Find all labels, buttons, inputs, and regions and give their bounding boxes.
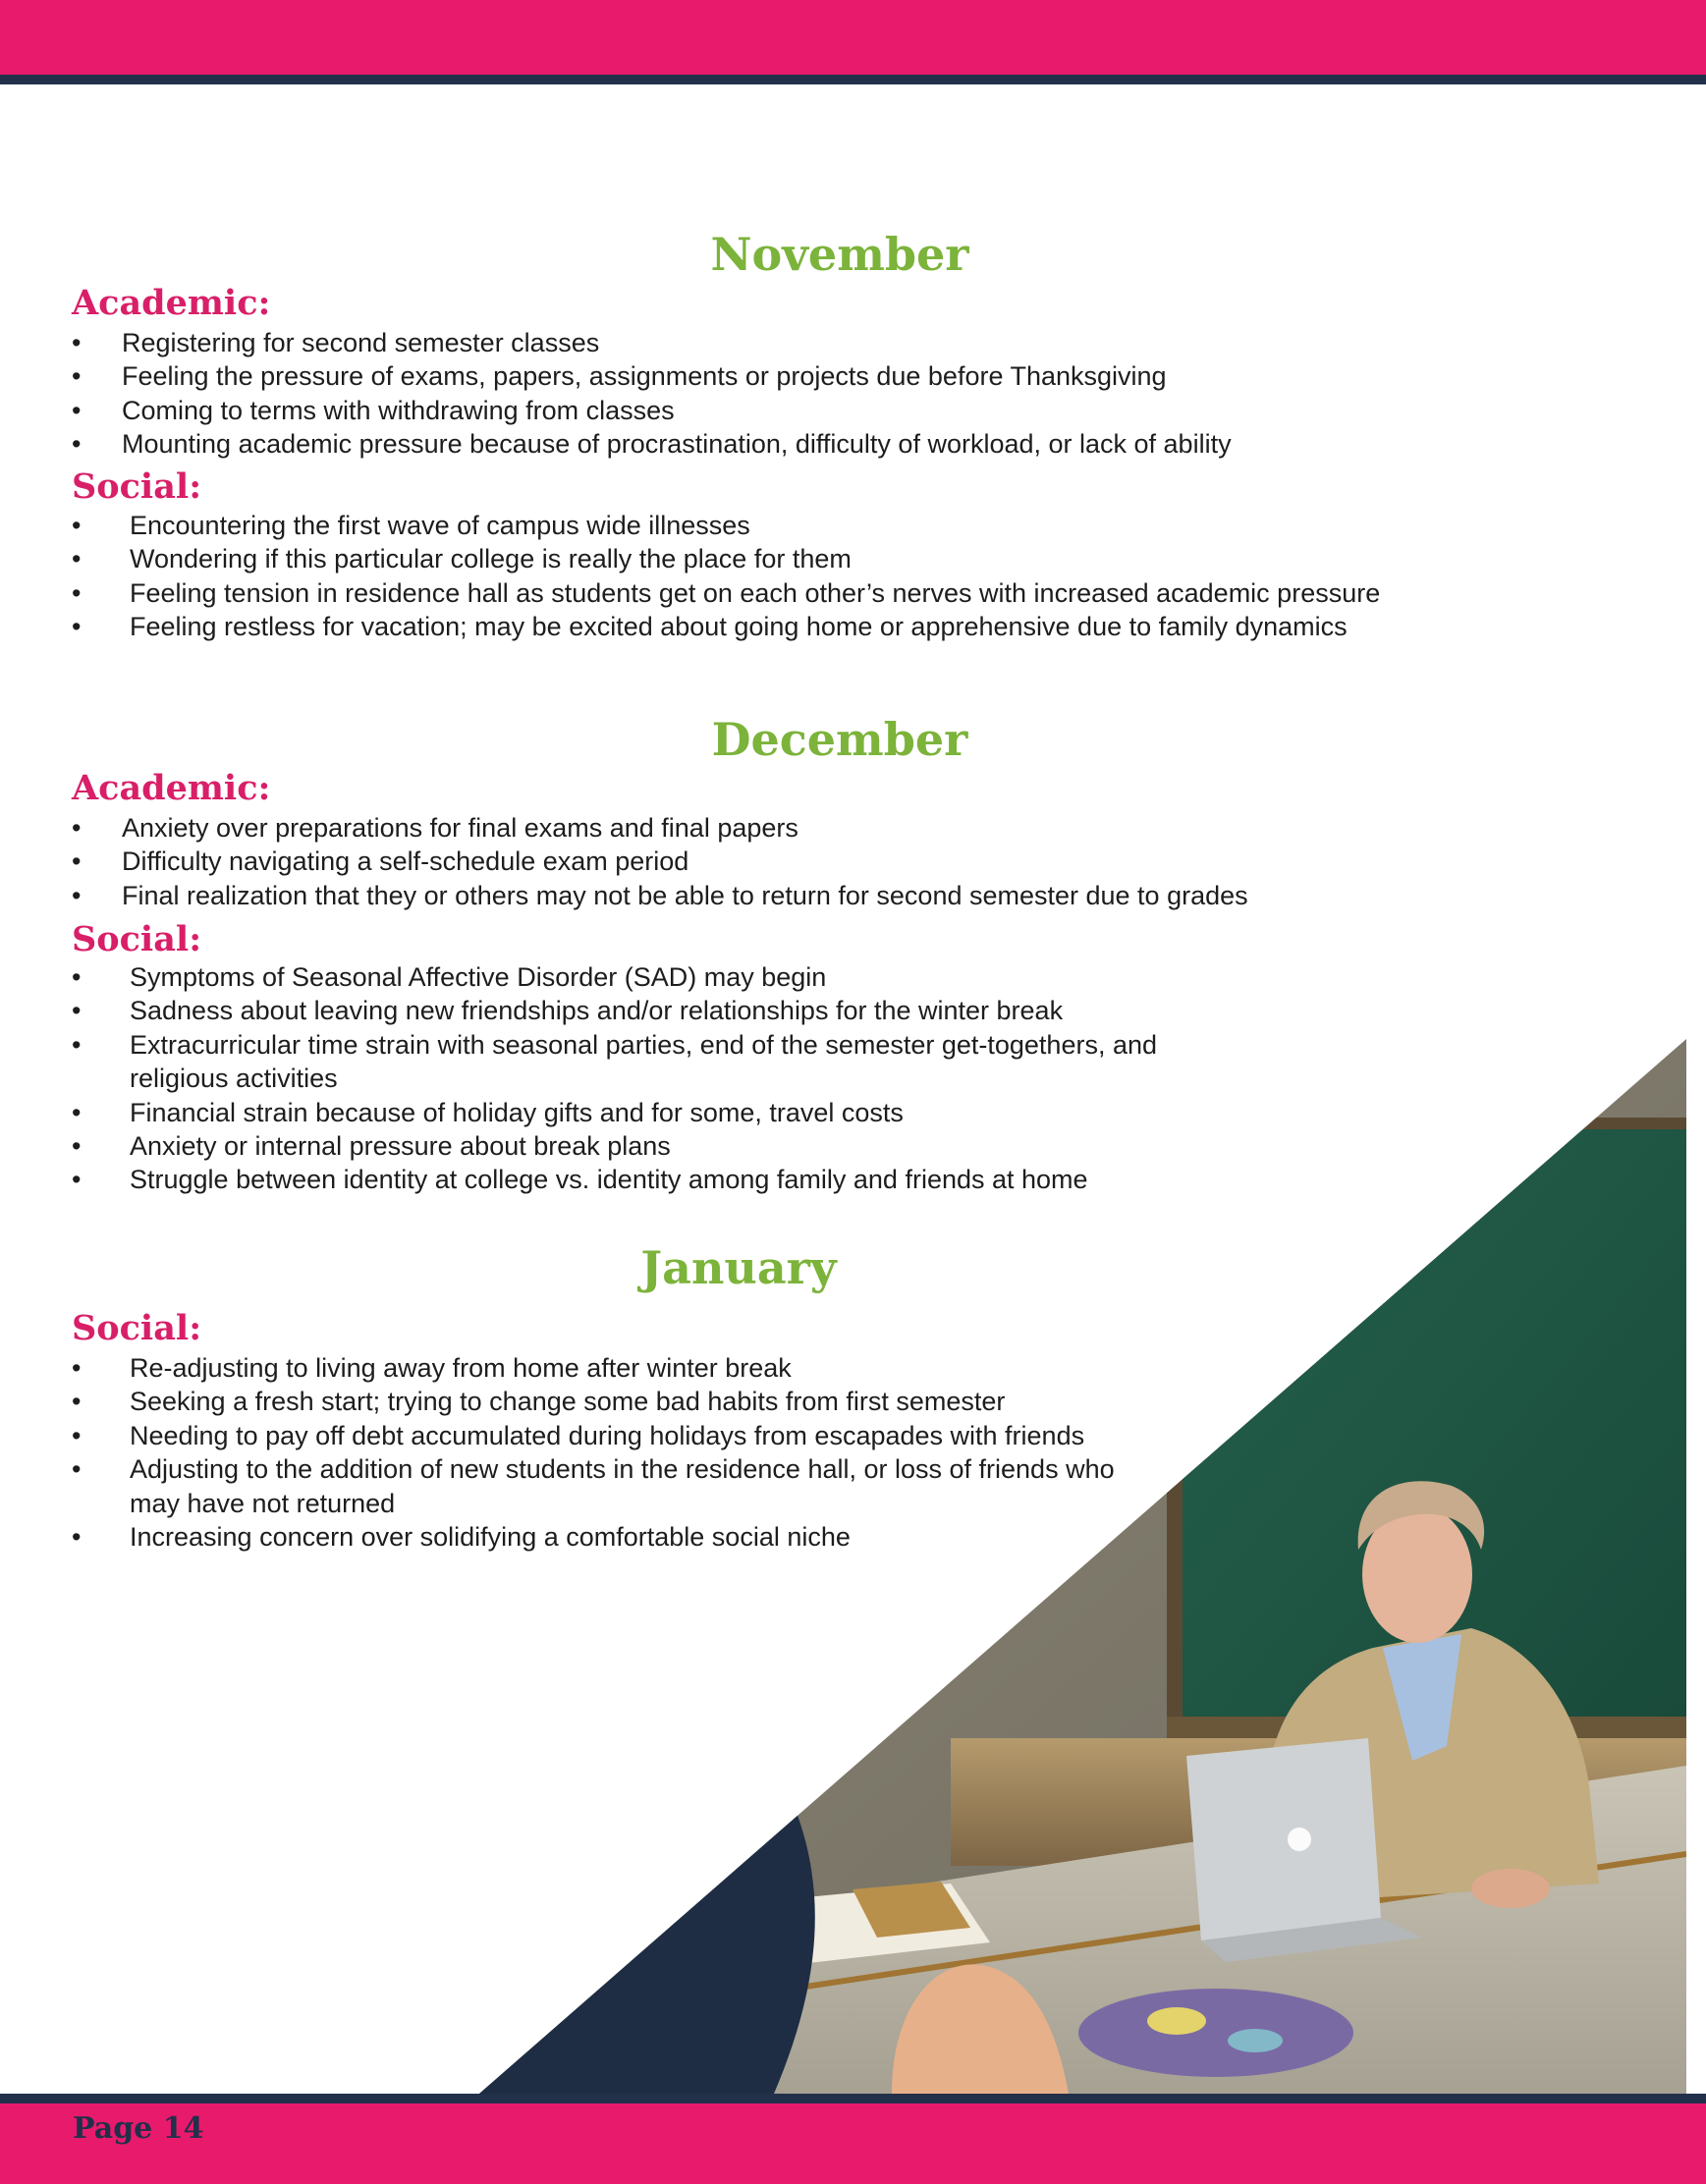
academic-heading: Academic:	[72, 283, 271, 323]
list-item: • Extracurricular time strain with seasonal parties, end of the semester get-togethers, and religious activities	[130, 1028, 1190, 1096]
january-social-list	[130, 1351, 1171, 1554]
header-rule	[0, 75, 1706, 84]
list-item: • Struggle between identity at college vs. identity among family and friends at home	[130, 1163, 1190, 1196]
month-heading-january: January	[640, 1241, 837, 1294]
list-item: • Encountering the first wave of campus wide illnesses	[130, 509, 1380, 542]
social-heading: Social:	[72, 1308, 202, 1348]
list-item: • Adjusting to the addition of new students in the residence hall, or loss of friends who may have not returned	[130, 1452, 1171, 1520]
list-item: • Mounting academic pressure because of procrastination, difficulty of workload, or lack of ability	[122, 427, 1232, 461]
list-item: • Financial strain because of holiday gifts and for some, travel costs	[130, 1096, 1190, 1129]
month-heading-december: December	[711, 713, 968, 766]
december-social-list	[130, 960, 1190, 1197]
list-item: • Seeking a fresh start; trying to change some bad habits from first semester	[130, 1385, 1171, 1418]
list-item: • Increasing concern over solidifying a comfortable social niche	[130, 1520, 1171, 1554]
footer-band	[0, 2103, 1706, 2184]
list-item: • Coming to terms with withdrawing from classes	[122, 394, 1232, 427]
academic-heading: Academic:	[72, 768, 271, 808]
social-heading: Social:	[72, 919, 202, 959]
page-number: Page 14	[73, 2111, 204, 2146]
november-academic-list	[122, 326, 1232, 462]
list-item: • Feeling tension in residence hall as students get on each other’s nerves with increased academic pressure	[130, 576, 1380, 610]
list-item: • Anxiety or internal pressure about break plans	[130, 1129, 1190, 1163]
november-social-list	[130, 509, 1380, 644]
list-item: • Re-adjusting to living away from home after winter break	[130, 1351, 1171, 1385]
december-academic-list	[122, 811, 1248, 912]
list-item: • Wondering if this particular college is really the place for them	[130, 542, 1380, 575]
list-item: • Registering for second semester classes	[122, 326, 1232, 359]
list-item: • Feeling the pressure of exams, papers, assignments or projects due before Thanksgiving	[122, 359, 1232, 393]
list-item: • Difficulty navigating a self-schedule exam period	[122, 845, 1248, 878]
list-item: • Sadness about leaving new friendships and/or relationships for the winter break	[130, 994, 1190, 1027]
list-item: • Final realization that they or others may not be able to return for second semester due to grades	[122, 879, 1248, 912]
month-heading-november: November	[710, 228, 969, 281]
classroom-photo	[479, 1039, 1686, 2094]
header-band	[0, 0, 1706, 75]
list-item: • Needing to pay off debt accumulated during holidays from escapades with friends	[130, 1419, 1171, 1452]
footer-rule	[0, 2094, 1706, 2103]
list-item: • Symptoms of Seasonal Affective Disorder (SAD) may begin	[130, 960, 1190, 994]
list-item: • Feeling restless for vacation; may be excited about going home or apprehensive due to family dynamics	[130, 610, 1380, 643]
social-heading: Social:	[72, 466, 202, 507]
list-item: • Anxiety over preparations for final exams and final papers	[122, 811, 1248, 845]
